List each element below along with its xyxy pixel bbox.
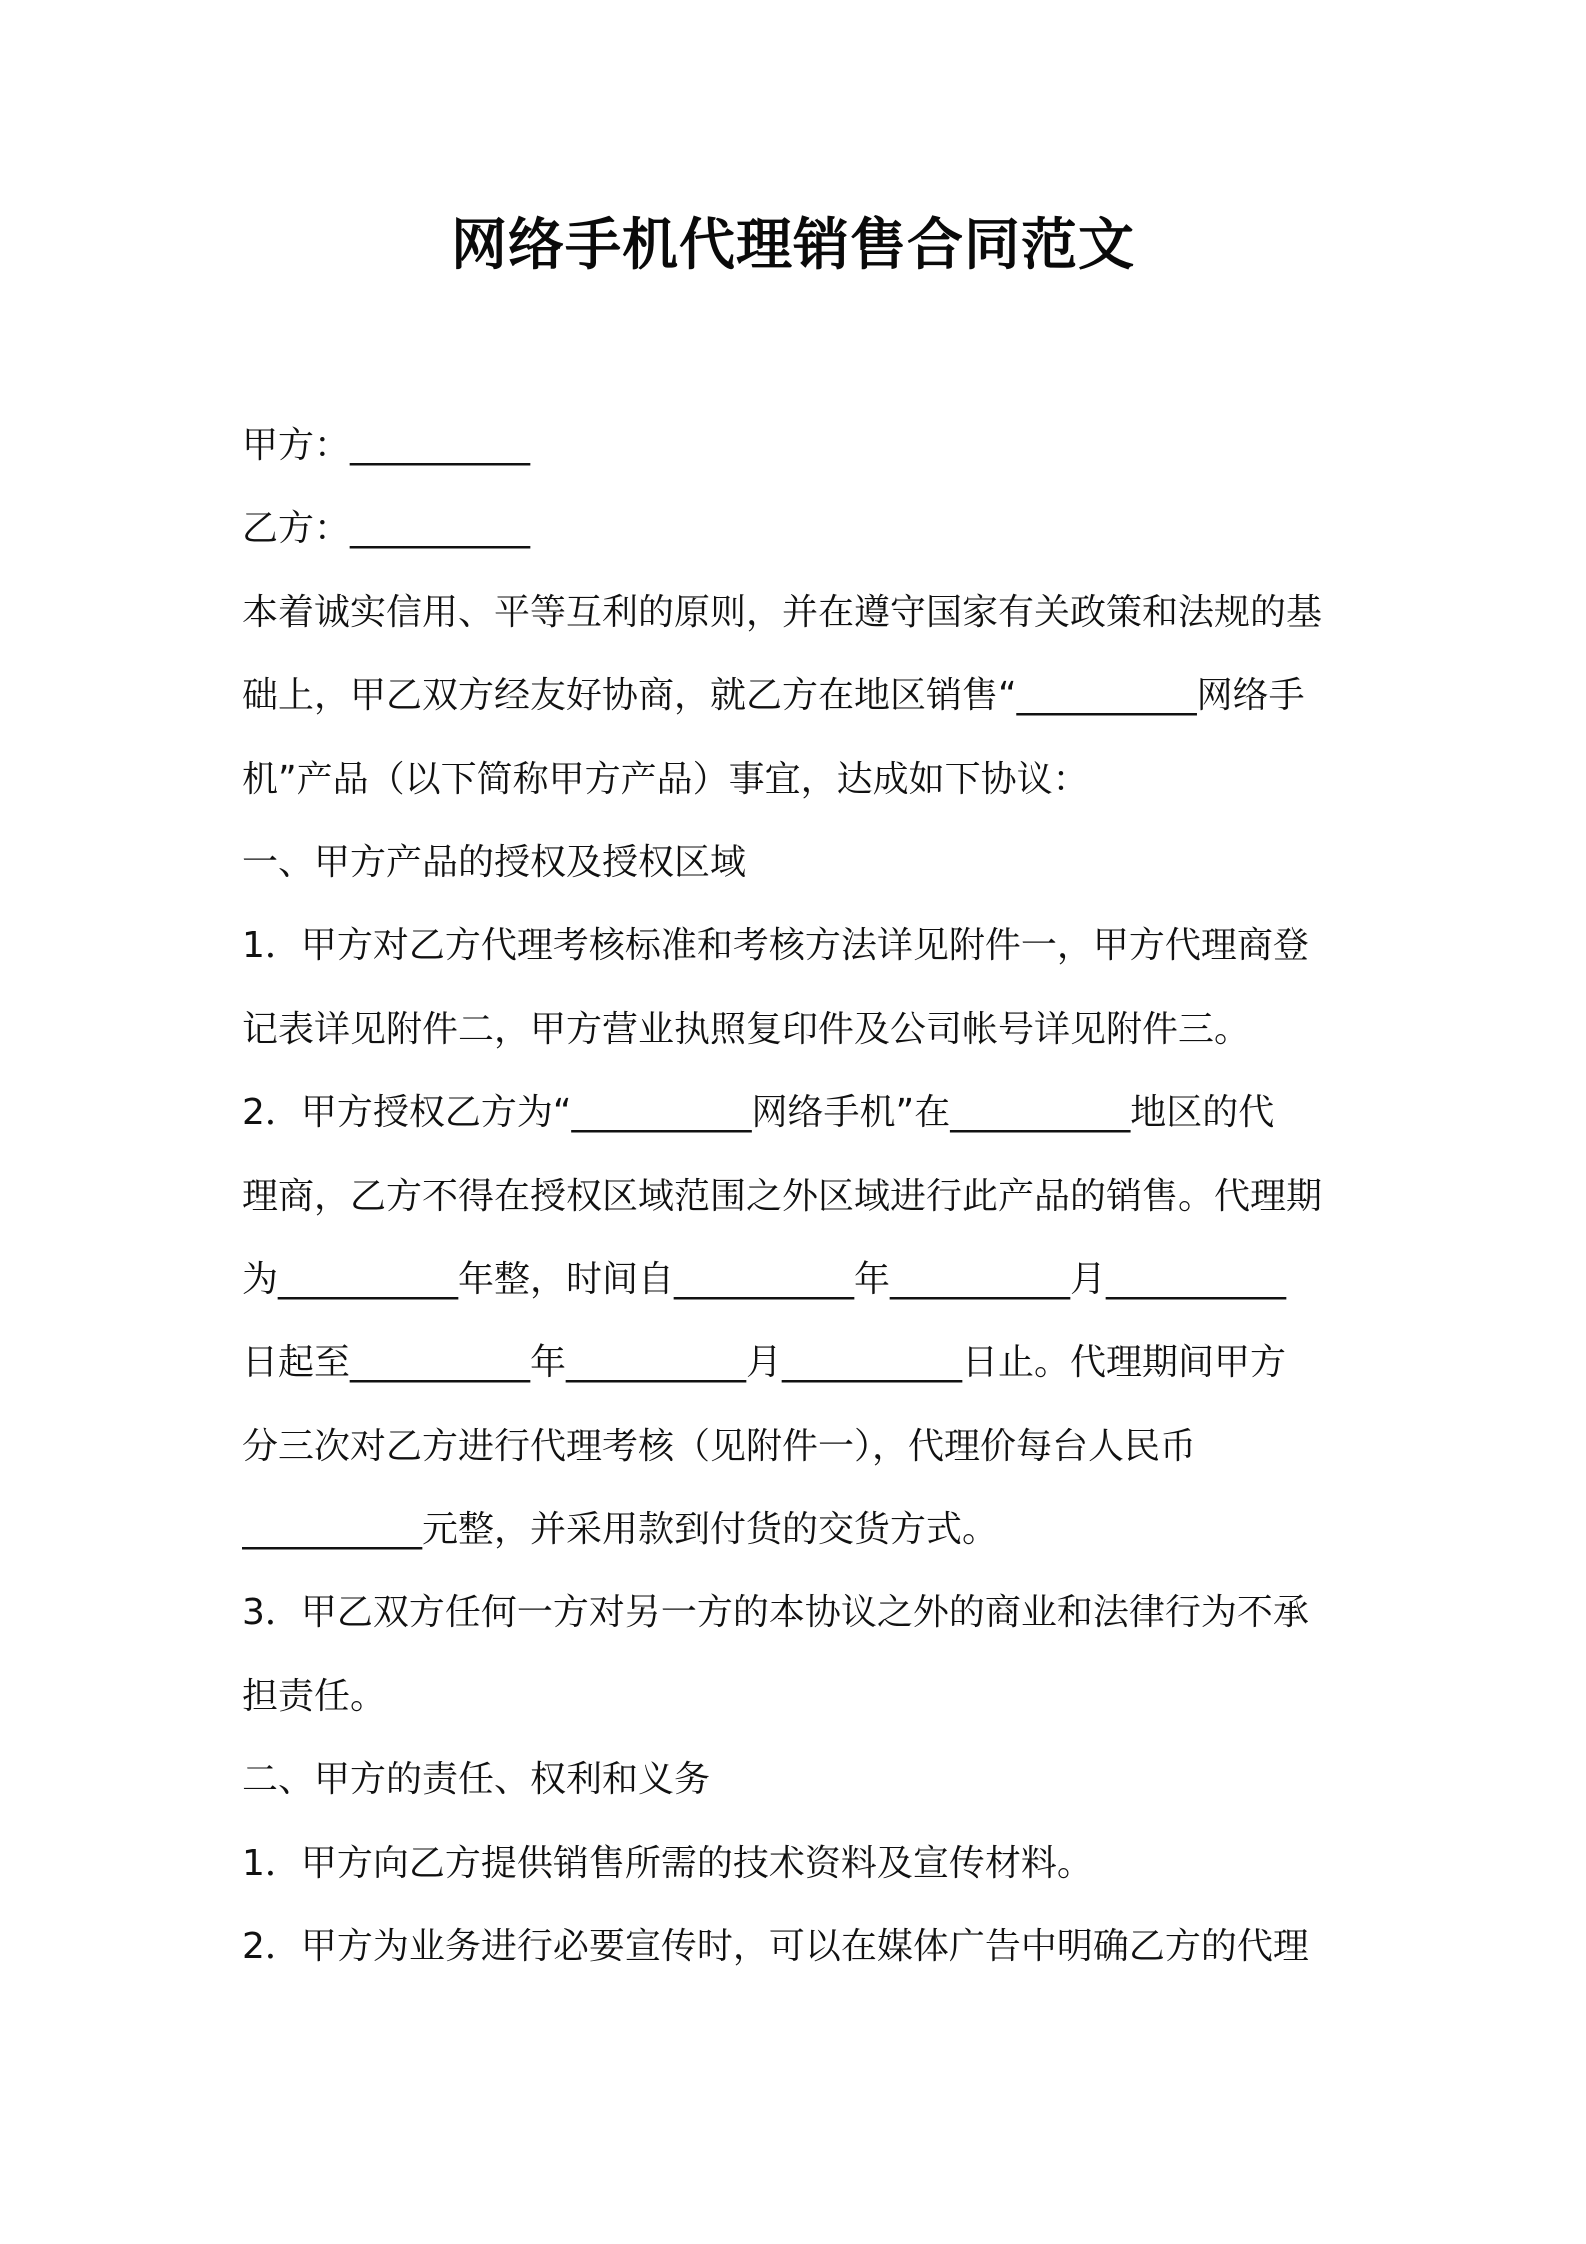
clause-1-1-line-2: 记表详见附件二，甲方营业执照复印件及公司帐号详见附件三。	[242, 1008, 1251, 1050]
party-a-line: 甲方：__________	[242, 425, 531, 466]
clause-2-2-line-1: 2．甲方为业务进行必要宣传时，可以在媒体广告中明确乙方的代理	[242, 1926, 1309, 1968]
section-heading-2: 二、甲方的责任、权利和义务	[242, 1759, 711, 1801]
clause-1-3-line-1: 3．甲乙双方任何一方对另一方的本协议之外的商业和法律行为不承	[242, 1592, 1309, 1634]
clause-1-2-line-2: 理商，乙方不得在授权区域范围之外区域进行此产品的销售。代理期	[242, 1175, 1323, 1217]
preamble-line-2: 础上，甲乙双方经友好协商，就乙方在地区销售“__________网络手	[242, 675, 1305, 717]
document-body	[242, 404, 1362, 1988]
clause-1-2-line-3: 为__________年整，时间自__________年__________月__________	[242, 1258, 1287, 1300]
section-heading-1: 一、甲方产品的授权及授权区域	[242, 841, 747, 883]
document-title: 网络手机代理销售合同范文	[451, 213, 1135, 278]
clause-1-2-line-4: 日起至__________年__________月__________日止。代理期间甲方	[242, 1342, 1287, 1384]
clause-1-2-line-6: __________元整，并采用款到付货的交货方式。	[242, 1509, 999, 1551]
clause-1-3-line-2: 担责任。	[242, 1675, 387, 1717]
clause-1-1-line-1: 1．甲方对乙方代理考核标准和考核方法详见附件一，甲方代理商登	[242, 925, 1309, 967]
party-b-line: 乙方：__________	[242, 508, 531, 550]
clause-1-2-line-5: 分三次对乙方进行代理考核（见附件一），代理价每台人民币	[242, 1425, 1197, 1467]
preamble-line-1: 本着诚实信用、平等互利的原则，并在遵守国家有关政策和法规的基	[242, 591, 1323, 633]
clause-1-2-line-1: 2．甲方授权乙方为“__________网络手机”在__________地区的代	[242, 1092, 1275, 1134]
preamble-line-3: 机”产品（以下简称甲方产品）事宜，达成如下协议：	[242, 758, 1089, 800]
clause-2-1-line-1: 1．甲方向乙方提供销售所需的技术资料及宣传材料。	[242, 1842, 1093, 1884]
